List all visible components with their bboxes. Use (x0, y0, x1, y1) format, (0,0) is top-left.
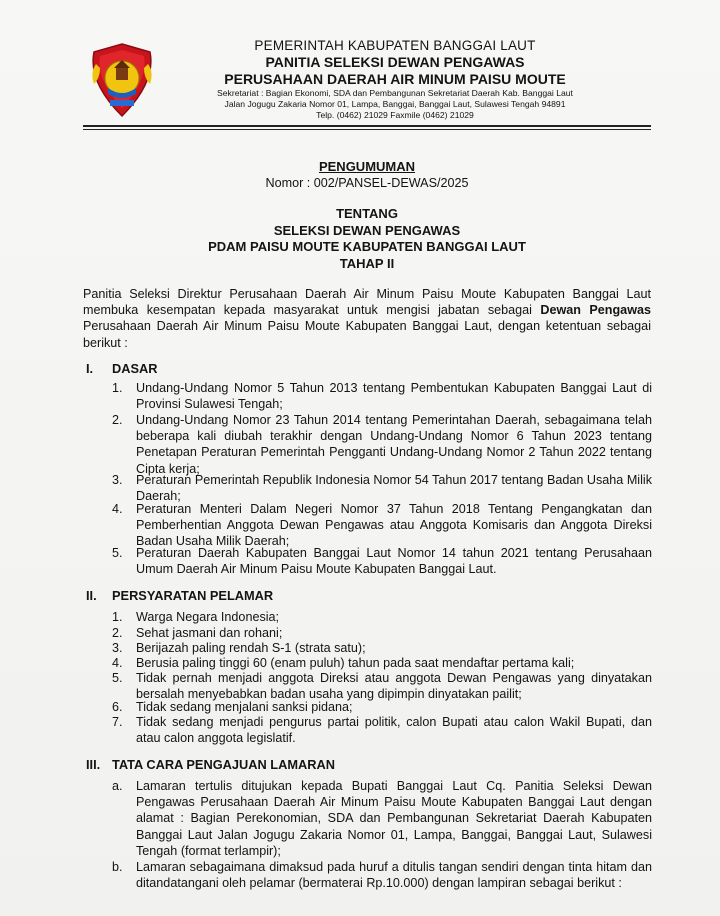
item-number: 6. (112, 700, 123, 714)
item-number: 2. (112, 413, 123, 427)
announcement-title (83, 206, 651, 272)
section-number: I. (86, 361, 94, 376)
item-text: Warga Negara Indonesia; (136, 610, 280, 624)
list-item (112, 380, 652, 412)
committee-name: PANITIA SELEKSI DEWAN PENGAWAS (265, 54, 525, 70)
title-line-2: SELEKSI DEWAN PENGAWAS (273, 222, 461, 238)
letterhead (150, 38, 640, 121)
list-item (112, 545, 652, 577)
list-item (112, 670, 652, 702)
list-item (112, 609, 652, 625)
secretariat-address: Sekretariat : Bagian Ekonomi, SDA dan Pembangunan Sekretariat Daerah Kab. Banggai Laut (217, 88, 573, 98)
list-item (112, 699, 652, 715)
item-text: Undang-Undang Nomor 5 Tahun 2013 tentang Pembentukan Kabupaten Banggai Laut di Provinsi Sulawesi Tengah; (136, 381, 652, 412)
item-number: 4. (112, 656, 123, 670)
street-address: Jalan Jogugu Zakaria Nomor 01, Lampa, Banggai, Banggai Laut, Sulawesi Tengah 94891 (224, 99, 566, 109)
item-number: 5. (112, 546, 123, 560)
list-item (112, 778, 652, 859)
intro-text-1: Panitia Seleksi Direktur Perusahaan Daerah Air Minum Paisu Moute Kabupaten Banggai Laut membuka kesempatan kepada masyarakat untuk mengisi jabatan sebagai (83, 287, 651, 318)
list-item (112, 859, 652, 891)
item-text: Tidak sedang menjadi pengurus partai politik, calon Bupati atau calon Wakil Bupati, dan atau calon anggota legislatif. (136, 715, 652, 746)
item-number: 2. (112, 626, 123, 640)
item-number: 3. (112, 641, 123, 655)
item-letter: a. (112, 779, 123, 793)
item-text: Peraturan Pemerintah Republik Indonesia Nomor 54 Tahun 2017 tentang Badan Usaha Milik Daerah; (136, 473, 652, 504)
section-number: III. (86, 757, 101, 772)
section-2-heading (86, 588, 273, 603)
item-text: Sehat jasmani dan rohani; (136, 626, 283, 640)
item-text: Berijazah paling rendah S-1 (strata satu); (136, 641, 366, 655)
government-name: PEMERINTAH KABUPATEN BANGGAI LAUT (254, 38, 536, 53)
item-number: 1. (112, 610, 123, 624)
item-text: Lamaran tertulis ditujukan kepada Bupati Banggai Laut Cq. Panitia Seleksi Dewan Pengawas Perusahaan Daerah Air Minum Paisu Moute Kabupaten Banggai Laut dengan alamat : Bagian Perekonomian, SDA dan Pembangunan Sekretariat Daerah Kabupaten Banggai Laut Jalan Jogugu Zakaria Nomor 01, Lampa, Banggai, Banggai Laut, Sulawesi Tengah (format terlampir); (136, 779, 652, 858)
item-number: 5. (112, 671, 123, 685)
item-number: 7. (112, 715, 123, 729)
list-item (112, 640, 652, 656)
section-1-heading (86, 361, 158, 376)
announcement-label: PENGUMUMAN (318, 159, 416, 174)
item-text: Peraturan Menteri Dalam Negeri Nomor 37 Tahun 2018 Tentang Pengangkatan dan Pemberhentian Anggota Dewan Pengawas atau Anggota Komisaris dan Anggota Direksi Badan Usaha Milik Daerah; (136, 502, 652, 549)
section-title: TATA CARA PENGAJUAN LAMARAN (112, 757, 335, 772)
item-text: Tidak sedang menjalani sanksi pidana; (136, 700, 353, 714)
item-text: Berusia paling tinggi 60 (enam puluh) tahun pada saat mendaftar pertama kali; (136, 656, 575, 670)
item-text: Tidak pernah menjadi anggota Direksi atau anggota Dewan Pengawas yang dinyatakan bersalah menyebabkan badan usaha yang dipimpin dinyatakan pailit; (136, 671, 652, 702)
list-item (112, 412, 652, 477)
list-item (112, 655, 652, 671)
phone-fax: Telp. (0462) 21029 Faxmile (0462) 21029 (316, 110, 474, 120)
intro-text-2: Perusahaan Daerah Air Minum Paisu Moute Kabupaten Banggai Laut, dengan ketentuan sebagai berikut : (83, 319, 651, 350)
announcement-number: Nomor : 002/PANSEL-DEWAS/2025 (265, 176, 469, 190)
title-line-1: TENTANG (336, 206, 398, 221)
item-text: Peraturan Daerah Kabupaten Banggai Laut Nomor 14 tahun 2021 tentang Perusahaan Umum Daerah Air Minum Paisu Moute Kabupaten Banggai Laut. (136, 546, 652, 577)
list-item (112, 472, 652, 504)
intro-paragraph (83, 286, 651, 351)
letterhead-divider-thin (83, 129, 651, 130)
item-text: Undang-Undang Nomor 23 Tahun 2014 tentang Pemerintahan Daerah, sebagaimana telah beberapa kali diubah terakhir dengan Undang-Undang Nomor 6 Tahun 2023 tentang Penetapan Peraturan Pemerintah Pengganti Undang-Undang Nomor 2 Tahun 2022 tentang Cipta kerja; (136, 413, 652, 476)
title-line-4: TAHAP II (339, 255, 395, 271)
regency-coat-of-arms-logo (86, 42, 158, 118)
section-title: DASAR (112, 361, 158, 376)
list-item (112, 625, 652, 641)
section-3-heading (86, 757, 335, 772)
item-number: 4. (112, 502, 123, 516)
section-number: II. (86, 588, 97, 603)
intro-bold: Dewan Pengawas (540, 303, 651, 318)
item-number: 3. (112, 473, 123, 487)
item-text: Lamaran sebagaimana dimaksud pada huruf a ditulis tangan sendiri dengan tinta hitam dan ditandatangani oleh pelamar (bermaterai Rp.10.000) dengan lampiran sebagai berikut : (136, 860, 652, 891)
list-item (112, 714, 652, 746)
letterhead-divider-thick (83, 125, 651, 127)
title-line-3: PDAM PAISU MOUTE KABUPATEN BANGGAI LAUT (208, 239, 526, 254)
company-name: PERUSAHAAN DAERAH AIR MINUM PAISU MOUTE (224, 71, 566, 87)
item-number: 1. (112, 381, 123, 395)
section-title: PERSYARATAN PELAMAR (112, 588, 274, 603)
item-letter: b. (112, 860, 123, 874)
list-item (112, 501, 652, 550)
